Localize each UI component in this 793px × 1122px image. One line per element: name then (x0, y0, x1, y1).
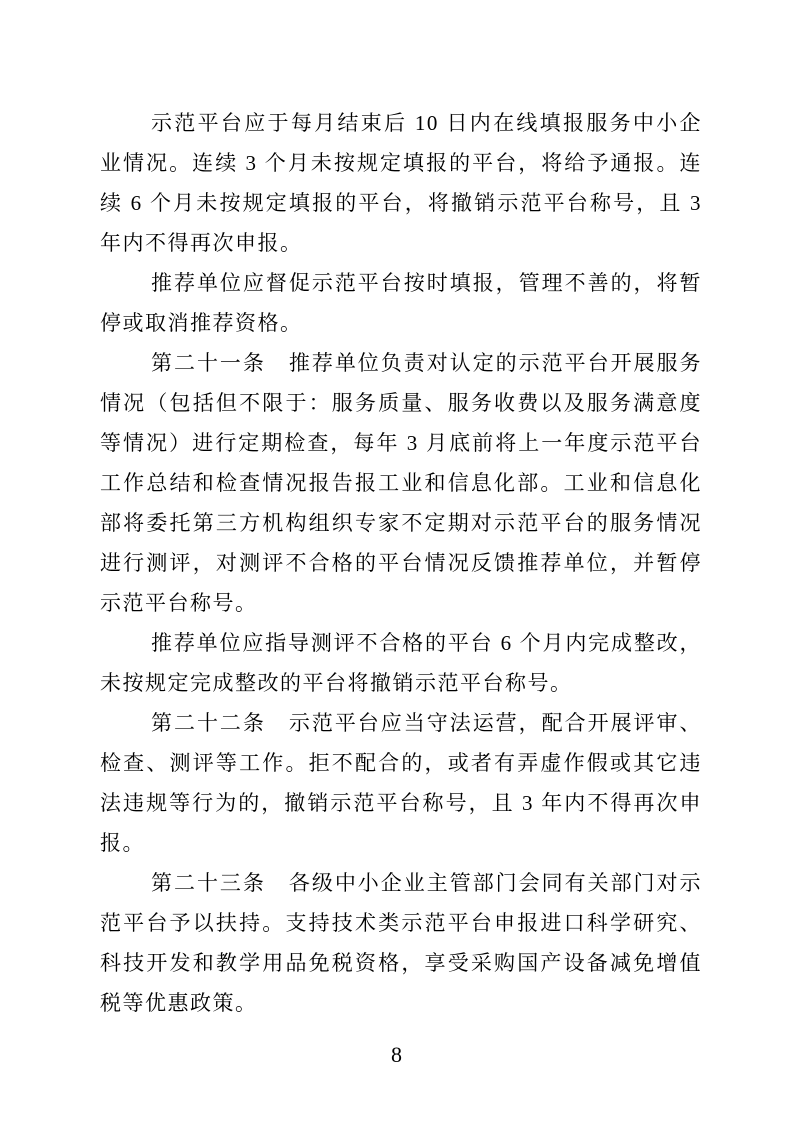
paragraph-article-23: 第二十三条 各级中小企业主管部门会同有关部门对示范平台予以扶持。支持技术类示范平台申报进口科学研究、科技开发和教学用品免税资格，享受采购国产设备减免增值税等优惠政策。 (100, 871, 702, 1015)
page-number: 8 (391, 1042, 402, 1067)
document-body (100, 103, 702, 1023)
page-footer (0, 1041, 793, 1069)
paragraph-rectification: 推荐单位应指导测评不合格的平台 6 个月内完成整改，未按规定完成整改的平台将撤销示范平台称号。 (100, 631, 702, 695)
paragraph-article-22: 第二十二条 示范平台应当守法运营，配合开展评审、检查、测评等工作。拒不配合的，或者有弄虚作假或其它违法违规等行为的，撤销示范平台称号，且 3 年内不得再次申报。 (100, 711, 702, 855)
paragraph-article-21: 第二十一条 推荐单位负责对认定的示范平台开展服务情况（包括但不限于：服务质量、服务收费以及服务满意度等情况）进行定期检查，每年 3 月底前将上一年度示范平台工作总结和检查情况报告报工业和信息化部。工业和信息化部将委托第三方机构组织专家不定期对示范平台的服务情况进行测评，对测评不合格的平台情况反馈推荐单位，并暂停示范平台称号。 (100, 351, 702, 615)
paragraph-recommending-unit-supervision: 推荐单位应督促示范平台按时填报，管理不善的，将暂停或取消推荐资格。 (100, 271, 702, 335)
paragraph-reporting-requirements: 示范平台应于每月结束后 10 日内在线填报服务中小企业情况。连续 3 个月未按规定填报的平台，将给予通报。连续 6 个月未按规定填报的平台，将撤销示范平台称号，且 3 年内不得再次申报。 (100, 111, 702, 255)
